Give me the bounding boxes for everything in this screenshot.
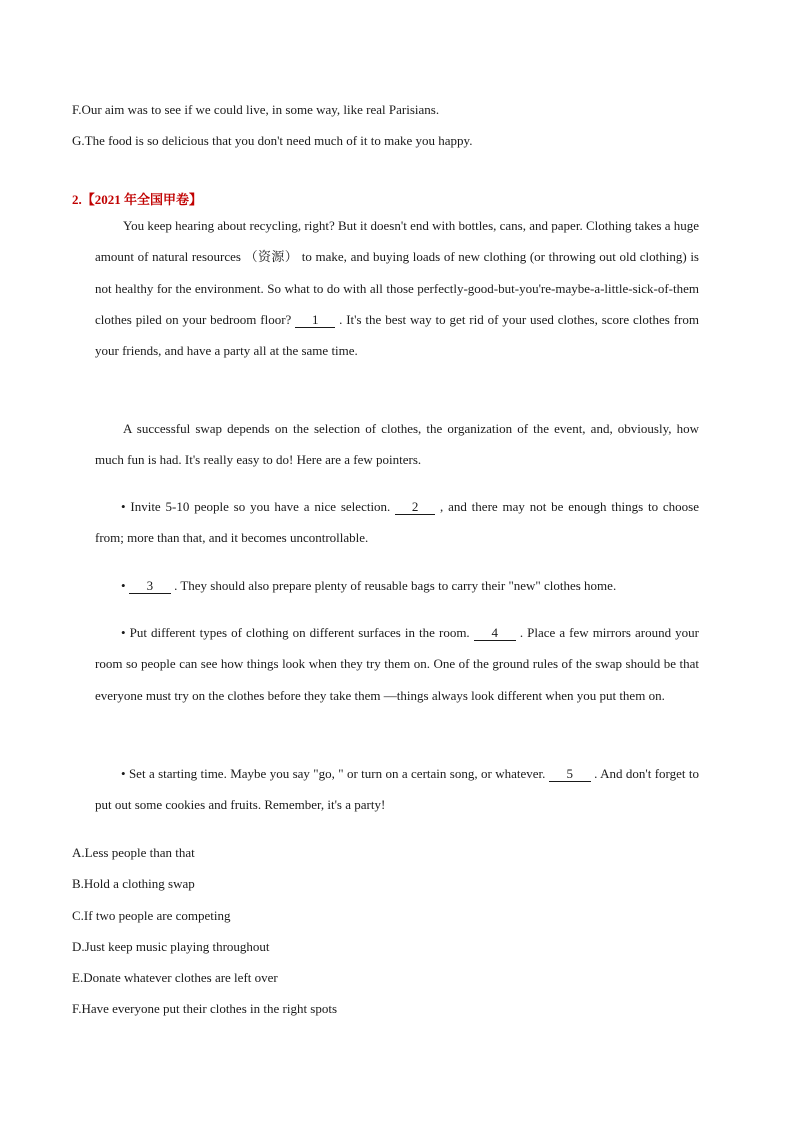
option-d: D.Just keep music playing throughout [72, 938, 270, 954]
pointer-3: • Put different types of clothing on different surfaces in the room. 4 . Place a few mirrors around your room so people can see how things look when they try them on. One of the ground rules of the swap should be that everyone must try on the clothes before they take them —things always look different when you put them on. [95, 625, 700, 703]
option-a: A.Less people than that [72, 845, 195, 860]
pointer-4: • Set a starting time. Maybe you say "go, " or turn on a certain song, or whatever. 5 . And don't forget to put out some cookies and fruits. Remember, it's a party! [95, 766, 699, 813]
option-e: E.Donate whatever clothes are left over [72, 970, 278, 986]
blank-2: 2 [395, 499, 435, 515]
passage-paragraph-1: You keep hearing about recycling, right? But it doesn't end with bottles, cans, and paper. Clothing takes a huge amount of natural resources （资源） to make, and buying loads of new clothing (or throwing out old clothing) is not healthy for the environment. So what to do with all those perfectly-good-but-you're-maybe-a-little-sick-of-them clothes piled on your bedroom floor? 1 . It's the best way to get rid of your used clothes, score clothes from your friends, and have a party all at the same time. [95, 218, 700, 359]
option-c: C.If two people are competing [72, 907, 231, 923]
question-heading: 2.【2021 年全国甲卷】 [72, 192, 203, 207]
answer-options [72, 843, 337, 1031]
blank-4: 4 [474, 625, 516, 641]
option-f: F.Have everyone put their clothes in the right spots [72, 1001, 338, 1017]
option-b: B.Hold a clothing swap [72, 876, 195, 892]
pointer-1: • Invite 5-10 people so you have a nice selection. 2 , and there may not be enough things to choose from; more than that, and it becomes uncontrollable. [95, 499, 700, 546]
prev-option-g: G.The food is so delicious that you don't need much of it to make you happy. [72, 133, 473, 148]
pointer-2: • 3 . They should also prepare plenty of reusable bags to carry their "new" clothes home. [121, 578, 617, 593]
blank-5: 5 [549, 766, 591, 782]
blank-1: 1 [295, 312, 335, 328]
passage-paragraph-2: A successful swap depends on the selection of clothes, the organization of the event, and, obviously, how much fun is had. It's really easy to do! Here are a few pointers. [95, 421, 699, 468]
prev-option-f: F.Our aim was to see if we could live, in some way, like real Parisians. [72, 102, 440, 117]
blank-3: 3 [129, 578, 171, 594]
